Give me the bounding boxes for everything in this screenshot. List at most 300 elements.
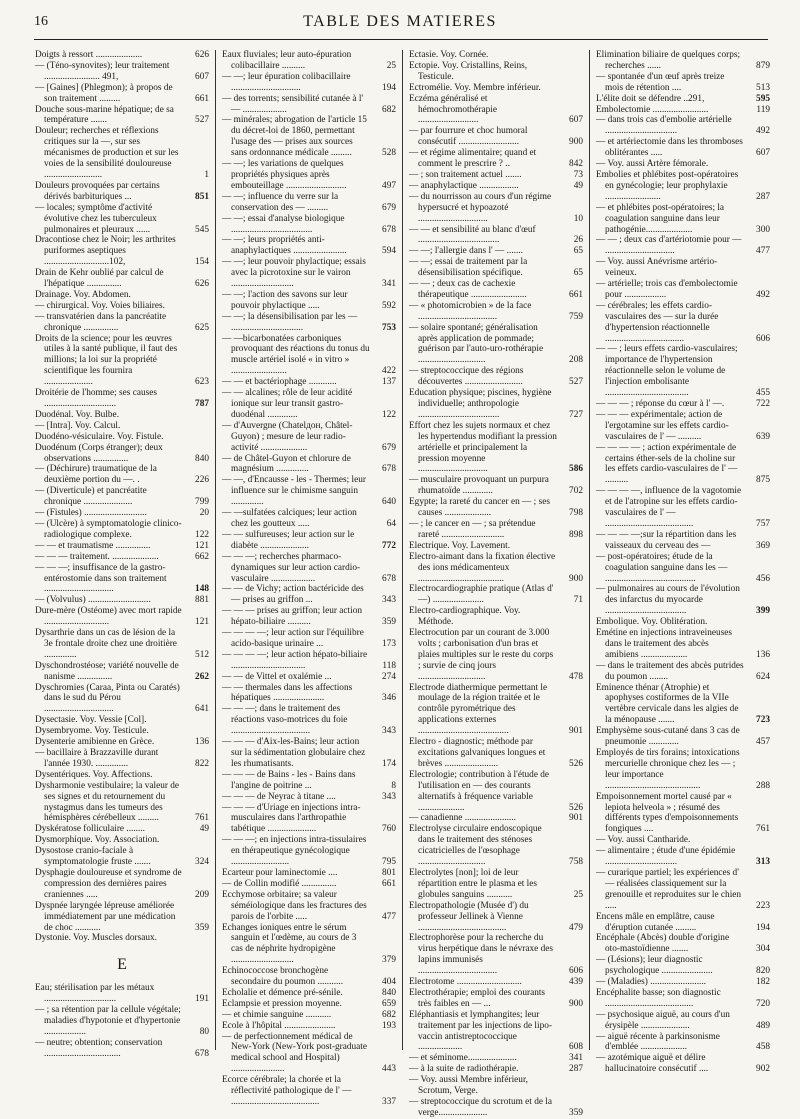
entry-text: — streptococcique des régions découvertes ......................... <box>409 366 524 388</box>
index-entry <box>409 1075 583 1097</box>
entry-text: — — — d'Aix-les-Bains; leur action sur la sédimentation globulaire chez les rhumatisants. <box>222 737 366 769</box>
page-reference: 457 <box>756 737 770 748</box>
entry-text: Encéphalite basse; son diagnostic ...................................... <box>596 987 721 1009</box>
entry-text: — Voy. aussi Membre inférieur, Scrotum, Verge. <box>409 1075 529 1097</box>
page-reference: 607 <box>195 71 209 82</box>
index-entry <box>222 988 396 999</box>
index-entry <box>409 737 583 770</box>
index-entry <box>409 813 583 824</box>
page-reference: 182 <box>756 977 770 988</box>
entry-text: Ectromélie. Voy. Membre inférieur. <box>409 82 541 93</box>
entry-text: — Voy. aussi Artère fémorale. <box>596 159 709 170</box>
entry-text: Encens mâle en emplâtre, cause d'éruption cutanée ......... <box>596 911 715 933</box>
index-entry <box>409 1097 583 1119</box>
page-reference: 300 <box>756 224 770 235</box>
entry-text: Drainage. Voy. Abdomen. <box>35 289 131 300</box>
page-reference: 208 <box>569 355 583 366</box>
index-entry <box>596 628 770 661</box>
index-entry <box>409 246 583 257</box>
page-reference: 772 <box>382 540 396 551</box>
entry-text: — azotémique aiguë et délire hallucinatoire consécutif .... <box>596 1053 709 1075</box>
page-reference: 209 <box>195 889 209 900</box>
index-entry <box>409 606 583 628</box>
column-divider <box>402 50 403 1050</box>
page-reference: 341 <box>569 1053 583 1064</box>
page-reference: 682 <box>382 1009 396 1020</box>
index-entry <box>222 159 396 192</box>
index-entry <box>409 977 583 988</box>
page-reference: 662 <box>195 551 209 562</box>
page-reference: 26 <box>573 235 583 246</box>
entry-text: Eclampsie et pression moyenne. <box>222 998 342 1009</box>
entry-text: — et régime alimentaire; quand et comment le prescrire ? .. <box>409 148 537 170</box>
entry-text: — ; son traitement actuel ....... <box>409 169 522 180</box>
page-reference: 798 <box>569 508 583 519</box>
page-reference: 760 <box>382 824 396 835</box>
page-reference: 606 <box>756 333 770 344</box>
index-entry <box>35 552 209 563</box>
page-reference: 379 <box>382 955 396 966</box>
entry-text: Dyschromies (Caraa, Pinta ou Caratés) dans le sud du Pérou .............................. <box>35 682 180 715</box>
index-entry <box>596 170 770 203</box>
index-entry <box>596 835 770 846</box>
entry-text: Electrotome ............................ <box>409 977 522 988</box>
page-reference: 822 <box>195 758 209 769</box>
page-reference: 526 <box>569 802 583 813</box>
entry-text: Ecarteur pour laminectomie .... <box>222 867 338 878</box>
entry-text: — —sulfatées calciques; leur action chez les goutteux ..... <box>222 508 357 529</box>
page-reference: 324 <box>195 857 209 868</box>
page-reference: 148 <box>195 584 209 595</box>
entry-text: — Voy. aussi Cantharide. <box>596 835 691 846</box>
index-entry <box>222 704 396 737</box>
page-reference: 399 <box>756 606 770 617</box>
page-reference: 661 <box>569 289 583 300</box>
page-reference: 119 <box>756 104 770 115</box>
index-entry <box>596 486 770 530</box>
page-reference: 528 <box>382 148 396 159</box>
page-reference: 477 <box>756 246 770 257</box>
page-reference: 720 <box>756 998 770 1009</box>
index-entry <box>409 257 583 279</box>
page-reference: 359 <box>195 922 209 933</box>
entry-text: — de Collin modifié ............... <box>222 878 337 889</box>
entry-text: Electrocardiographie pratique (Atlas d' —) ...................... <box>409 584 554 606</box>
page-reference: 121 <box>195 540 209 551</box>
page-reference: 288 <box>756 780 770 791</box>
index-entry <box>409 388 583 421</box>
index-entry <box>409 552 583 585</box>
index-entry <box>222 72 396 94</box>
index-entry <box>596 683 770 727</box>
entry-text: Echolalie et démence pré-sénile. <box>222 987 343 998</box>
entry-text: Electrolyse circulaire endoscopique dans le traitement des sténoses cicatricielles de l'œsophage ............................. <box>409 824 542 868</box>
index-entry <box>596 868 770 912</box>
entry-text: Dracontiose chez le Noir; les arthrites puriformes aseptiques ............................102, <box>35 235 176 268</box>
entry-text: — spontanée d'un œuf après treize mois de rétention .... <box>596 71 725 93</box>
entry-text: — — et traumatisme ............... <box>35 540 151 551</box>
index-entry <box>409 519 583 541</box>
index-entry <box>35 421 209 432</box>
entry-text: — d'Auvergne (Chatelдон, Châtel-Guyon) ; mesure de leur radio-activité .................... <box>222 420 353 453</box>
entry-text: Echanges ioniques entre le sérum sanguin et l'œdème, au cours de 3 cas de néphrite hydropigène ........................... <box>222 922 357 966</box>
entry-text: — et phlébites post-opératoires; la coagulation sanguine dans leur pathogénie.................... <box>596 202 725 235</box>
page-reference: 122 <box>382 409 396 420</box>
index-entry <box>222 672 396 683</box>
index-entry <box>222 628 396 650</box>
page-reference: 723 <box>756 715 770 726</box>
entry-text: Dure-mère (Ostéome) avec mort rapide ............................ <box>35 606 182 628</box>
page-reference: 902 <box>756 1064 770 1075</box>
page-reference: 262 <box>195 671 209 682</box>
entry-text: — psychosique aiguë, au cours d'un érysipèle ..................... <box>596 1009 730 1031</box>
index-entry <box>409 868 583 901</box>
entry-text: — et chimie sanguine ........... <box>222 1009 332 1020</box>
page-reference: 479 <box>569 922 583 933</box>
section-letter: E <box>117 956 127 974</box>
page-reference: 194 <box>382 82 396 93</box>
index-entry <box>409 126 583 148</box>
page-reference: 625 <box>195 322 209 333</box>
index-entry <box>222 192 396 214</box>
page-reference: 758 <box>569 857 583 868</box>
page-reference: 795 <box>382 857 396 868</box>
index-entry <box>596 159 770 170</box>
index-entry <box>35 1005 209 1038</box>
page-reference: 659 <box>382 998 396 1009</box>
entry-text: Droitérie de l'homme; ses causes ............................... <box>35 388 157 409</box>
page-reference: 193 <box>382 1020 396 1031</box>
page-reference: 489 <box>756 1020 770 1031</box>
index-entry <box>222 377 396 388</box>
page-reference: 641 <box>195 704 209 715</box>
index-entry <box>409 901 583 934</box>
index-entry <box>596 1053 770 1075</box>
page-reference: 49 <box>573 180 583 191</box>
page-reference: 900 <box>569 137 583 148</box>
entry-text: — streptococcique du scrotum et de la verge..................... <box>409 1097 553 1118</box>
index-entry <box>596 94 770 105</box>
page-reference: 526 <box>569 758 583 769</box>
entry-text: Dystonie. Voy. Muscles dorsaux. <box>35 933 157 944</box>
entry-text: — — thermales dans les affections hépatiques ...................... <box>222 682 353 704</box>
entry-text: Dyskératose folliculaire ........ <box>35 824 145 835</box>
page-reference: 173 <box>382 638 396 649</box>
index-entry <box>35 563 209 596</box>
entry-text: Emétine en injections intraveineuses dans le traitement des abcès amibiens .................... <box>596 628 733 660</box>
page-reference: 678 <box>382 464 396 475</box>
page-reference: 422 <box>382 366 396 377</box>
page-reference: 851 <box>195 191 209 202</box>
index-entry <box>222 966 396 988</box>
entry-text: — — de Vichy; action bactéricide des — prises au griffon ... <box>222 584 364 606</box>
page-reference: 727 <box>569 409 583 420</box>
page-reference: 287 <box>569 1064 583 1075</box>
index-entry <box>596 344 770 399</box>
entry-text: — aiguë récente à parkinsonisme d'emblée .................... <box>596 1031 720 1053</box>
page-reference: 137 <box>382 377 396 388</box>
index-entry <box>596 846 770 868</box>
entry-text: Eminence thénar (Atrophie) et apophyses costiformes de la VIIe vertèbre cervicale dans les algies de la ménopause ....... <box>596 682 739 726</box>
entry-text: Ecole à l'hôpital ...................... <box>222 1020 336 1031</box>
page-reference: 900 <box>569 998 583 1009</box>
entry-text: Embolies et phlébites post-opératoires en gynécologie; leur prophylaxie ........................ <box>596 169 739 202</box>
entry-text: — dans le traitement des abcès putrides du poumon ........ <box>596 660 744 682</box>
page-reference: 49 <box>199 824 209 835</box>
index-entry <box>409 584 583 606</box>
page-title: TABLE DES MATIERES <box>303 13 497 30</box>
page-reference: 607 <box>569 115 583 126</box>
index-entry <box>596 1010 770 1032</box>
index-entry <box>222 257 396 290</box>
index-entry <box>35 933 209 944</box>
page-reference: 346 <box>382 693 396 704</box>
page-reference: 341 <box>382 279 396 290</box>
index-entry <box>222 1021 396 1032</box>
index-entry <box>35 868 209 901</box>
entry-text: — [Gaines] (Phlegmon); à propos de son traitement ......... <box>35 82 173 104</box>
entry-text: Electrologie; contribution à l'étude de l'utilisation en — des courants alternatifs à fréquence variable .................... <box>409 769 550 813</box>
entry-text: Education physique; piscines, hygiène individuelle; anthropologie ................................... <box>409 388 552 420</box>
index-entry <box>409 192 583 225</box>
page-reference: 513 <box>756 82 770 93</box>
page-reference: 439 <box>569 977 583 988</box>
entry-text: — — sulfureuses; leur action sur le diabète ..................... <box>222 529 355 551</box>
entry-text: — [Intra]. Voy. Calcul. <box>35 420 121 431</box>
entry-text: Electropathologie (Musée d') du professeur Jellinek à Vienne ...................................... <box>409 900 529 933</box>
entry-text: Empoisonnement mortel causé par « lepiota helveola » ; résumé des différents types d'empoisonnements fongiques .... <box>596 791 739 835</box>
entry-text: — — —; recherches pharmaco-dynamiques sur leur action cardio-vasculaire ................... <box>222 551 361 584</box>
index-entry <box>35 606 209 628</box>
entry-text: Egypte; la rareté du cancer en — ; ses causes .................... <box>409 497 550 519</box>
entry-text: Drain de Kehr oublié par calcul de l'hépatique ............... <box>35 268 164 290</box>
index-entry <box>409 1053 583 1064</box>
index-entry <box>222 454 396 476</box>
entry-text: Embolique. Voy. Oblitération. <box>596 617 708 628</box>
entry-text: Echinococcose bronchogène secondaire du poumon ........... <box>222 966 344 988</box>
index-column-3 <box>409 50 583 1118</box>
index-entry <box>596 137 770 159</box>
entry-text: — anaphylactique ................. <box>409 180 519 191</box>
entry-text: Electro-aimant dans la fixation élective des ions médicamenteux ..................................... <box>409 551 556 584</box>
index-entry <box>35 410 209 421</box>
page-reference: 595 <box>756 93 770 104</box>
index-entry <box>222 334 396 378</box>
entry-text: — —bicarbonatées carboniques provoquant des réactions du tonus du muscle artériel isolé « in vitro » ........................ <box>222 333 370 377</box>
entry-text: — — ; leurs effets cardio-vasculaires; importance de l'hypertension réactionnelle selon le volume de l'injection embolisante .................................... <box>596 344 738 399</box>
entry-text: — locales; symptôme d'activité évolutive chez les tuberculeux pulmonaires et pleuraux ...... <box>35 202 157 235</box>
entry-text: — — — prises au griffon; leur action hépato-biliaire .......... <box>222 606 363 628</box>
page-reference: 787 <box>195 399 209 409</box>
page-reference: 25 <box>386 60 396 71</box>
entry-text: — — — d'Uriage en injections intra-musculaires dans l'arthropathie tabétique ..................... <box>222 802 361 835</box>
column-divider <box>589 50 590 1050</box>
index-entry <box>596 203 770 236</box>
index-entry <box>222 312 396 334</box>
page-reference: 226 <box>195 475 209 486</box>
index-entry <box>222 1032 396 1076</box>
entry-text: — — — de Bains - les - Bains dans l'angine de poitrine ... <box>222 769 356 791</box>
page-reference: 337 <box>382 1097 396 1107</box>
entry-text: — —; essai de traitement par la désensibilisation spécifique. <box>409 257 528 279</box>
index-entry <box>222 803 396 836</box>
index-entry <box>35 83 209 105</box>
entry-text: — — — de Neyrac à titane .... <box>222 791 336 802</box>
entry-text: Dysectasie. Voy. Vessie [Col]. <box>35 715 147 726</box>
entry-text: L'élite doit se défendre ..291, <box>596 93 705 104</box>
page-reference: 343 <box>382 595 396 606</box>
column-divider <box>215 50 216 1050</box>
index-entry <box>222 530 396 552</box>
page-reference: 799 <box>195 497 209 508</box>
page-reference: 80 <box>199 1026 209 1037</box>
page-reference: 879 <box>756 60 770 71</box>
entry-text: Dysenterie amibienne en Grèce. <box>35 737 155 748</box>
page-reference: 223 <box>756 900 770 911</box>
page-reference: 624 <box>756 671 770 682</box>
entry-text: Electrode diathermique permettant le moulage de la région traitée et le contrôle pyrométrique des applications externes ....................................... <box>409 682 548 737</box>
entry-text: Dysphagie douloureuse et syndrome de compression des dernières paires craniennes ..... <box>35 867 182 900</box>
index-entry <box>409 988 583 1010</box>
index-entry <box>222 50 396 72</box>
page-reference: 136 <box>195 737 209 748</box>
index-entry <box>35 846 209 868</box>
index-entry <box>409 475 583 497</box>
header-rule <box>34 39 768 40</box>
index-entry <box>409 1010 583 1054</box>
index-entry <box>596 50 770 72</box>
page-reference: 606 <box>569 966 583 977</box>
entry-text: — —; l'allergie dans l' — ....... <box>409 246 523 257</box>
entry-text: Doigts à ressort .................... <box>35 50 143 60</box>
index-entry <box>596 933 770 955</box>
entry-text: Eléphantiasis et lymphangites; leur traitement par les injections de lipo-vaccin antistreptococcique ................... <box>409 1009 552 1053</box>
index-entry <box>222 868 396 879</box>
index-entry <box>409 497 583 519</box>
entry-text: Employés de tirs forains; intoxications mercurielle chronique chez les — ; leur importance ......................................... <box>596 748 740 791</box>
index-entry <box>222 683 396 705</box>
page-reference: 527 <box>195 115 209 126</box>
entry-text: — — et bactériophage ............ <box>222 377 337 388</box>
page-reference: 497 <box>382 180 396 191</box>
page-reference: 842 <box>569 159 583 170</box>
index-entry <box>222 552 396 585</box>
entry-text: Electrocution par un courant de 3.000 volts ; carbonisation d'un bras et plaies multiples sur le reste du corps ; survie de cinq jours ............................. <box>409 628 554 682</box>
page-reference: 900 <box>569 573 583 584</box>
page-reference: 661 <box>382 878 396 889</box>
page-reference: 527 <box>569 377 583 388</box>
page-reference: 702 <box>569 486 583 497</box>
entry-text: — — — ; réponse du cœur à l' —. <box>596 399 725 409</box>
index-entry <box>35 290 209 301</box>
entry-text: Dyschondrostéose; variété nouvelle de nanisme ............... <box>35 660 179 682</box>
index-entry <box>409 933 583 977</box>
index-entry <box>222 475 396 508</box>
index-entry <box>409 301 583 323</box>
index-entry <box>222 584 396 606</box>
entry-text: — — ; deux cas d'artériotomie pour — .............................. <box>596 235 742 257</box>
entry-text: — de Châtel-Guyon et chlorure de magnésium .............. <box>222 453 351 475</box>
index-entry <box>35 824 209 835</box>
entry-text: Effort chez les sujets normaux et chez les hypertendus modifiant la pression artérielle et principalement la pression moyenne .............................. <box>409 420 557 475</box>
index-entry <box>35 312 209 334</box>
page-reference: 901 <box>569 726 583 737</box>
index-entry <box>35 334 209 389</box>
entry-text: Ecchymose orbitaire; sa valeur séméiologique dans les fractures des parois de l'orbite ..... <box>222 889 367 922</box>
page-reference: 118 <box>382 660 396 671</box>
index-entry <box>222 879 396 890</box>
entry-text: Elimination biliaire de quelques corps; recherches ...... <box>596 50 741 71</box>
index-entry <box>35 770 209 781</box>
page-reference: 722 <box>756 399 770 409</box>
index-entry <box>35 661 209 683</box>
page-reference: 191 <box>195 994 209 1005</box>
index-entry <box>409 628 583 683</box>
entry-text: — —; essai d'analyse biologique ................................... <box>222 213 345 235</box>
entry-text: — de perfectionnement médical de New-York (New-York post-graduate medical school and Hospital) ....................... <box>222 1031 367 1075</box>
page-reference: 477 <box>382 911 396 922</box>
page-reference: 679 <box>382 442 396 453</box>
entry-text: Ectopie. Voy. Cristallins, Reins, Testicule. <box>409 60 528 82</box>
index-entry <box>35 181 209 203</box>
entry-text: Dysmorphique. Voy. Association. <box>35 835 160 846</box>
page-reference: 640 <box>382 497 396 508</box>
entry-text: — — alcalines; rôle de leur acidité ionique sur leur transit gastro-duodénal ............. <box>222 388 353 420</box>
index-entry <box>596 410 770 443</box>
index-entry <box>222 606 396 628</box>
page-reference: 456 <box>756 573 770 584</box>
index-entry <box>222 388 396 421</box>
index-entry <box>35 541 209 552</box>
index-entry <box>596 617 770 628</box>
index-entry <box>35 628 209 661</box>
page-reference: 840 <box>195 453 209 464</box>
index-entry <box>596 792 770 836</box>
index-entry <box>222 999 396 1010</box>
entry-text: Douleurs provoquées par certains dérivés barbituriques ... <box>35 180 160 202</box>
entry-text: Duodénal. Voy. Bulbe. <box>35 409 120 420</box>
index-entry <box>596 399 770 410</box>
entry-text: — (Déchirure) traumatique de la deuxième portion du —. . <box>35 464 157 486</box>
entry-text: — curarique partiel; les expériences d' — réalisées classiquement sur la grenouille et reproduites sur le chien ..... <box>596 867 742 911</box>
index-entry <box>596 530 770 552</box>
entry-text: Embolectomie ........................ <box>596 104 709 115</box>
page-reference: 369 <box>756 540 770 551</box>
entry-text: — « photomicrobien » de la face .................................. <box>409 300 532 322</box>
index-entry <box>222 290 396 312</box>
index-entry <box>222 421 396 454</box>
entry-text: Droits de la science; pour les œuvres utiles à la santé publique, il faut des millions; la loi sur la propriété scientifique les fournira ..................... <box>35 333 178 388</box>
index-entry <box>409 824 583 868</box>
index-entry <box>35 781 209 825</box>
page-reference: 1 <box>204 169 209 180</box>
index-entry <box>35 50 209 61</box>
index-entry <box>222 214 396 236</box>
entry-text: — à la suite de radiothérapie. <box>409 1064 519 1075</box>
entry-text: — pulmonaires au cours de l'évolution des infarctus du myocarde ................................... <box>596 584 740 617</box>
entry-text: — — — traitement. .................... <box>35 551 159 562</box>
entry-text: Electro - diagnostic; méthode par excitations galvaniques longues et brèves ....................... <box>409 737 546 769</box>
entry-text: Dysharmonie vestibulaire; la valeur de ses signes et du retournement du nystagmus dans les tumeurs des hémisphères cérébelleux ......... <box>35 780 180 824</box>
entry-text: — neutre; obtention; conservation ................................. <box>35 1037 163 1059</box>
index-entry <box>222 94 396 116</box>
page-reference: 661 <box>195 93 209 104</box>
index-entry <box>222 1010 396 1021</box>
page-reference: 901 <box>569 813 583 824</box>
index-entry <box>596 72 770 94</box>
index-column-2 <box>222 50 396 1107</box>
page-reference: 898 <box>569 529 583 540</box>
